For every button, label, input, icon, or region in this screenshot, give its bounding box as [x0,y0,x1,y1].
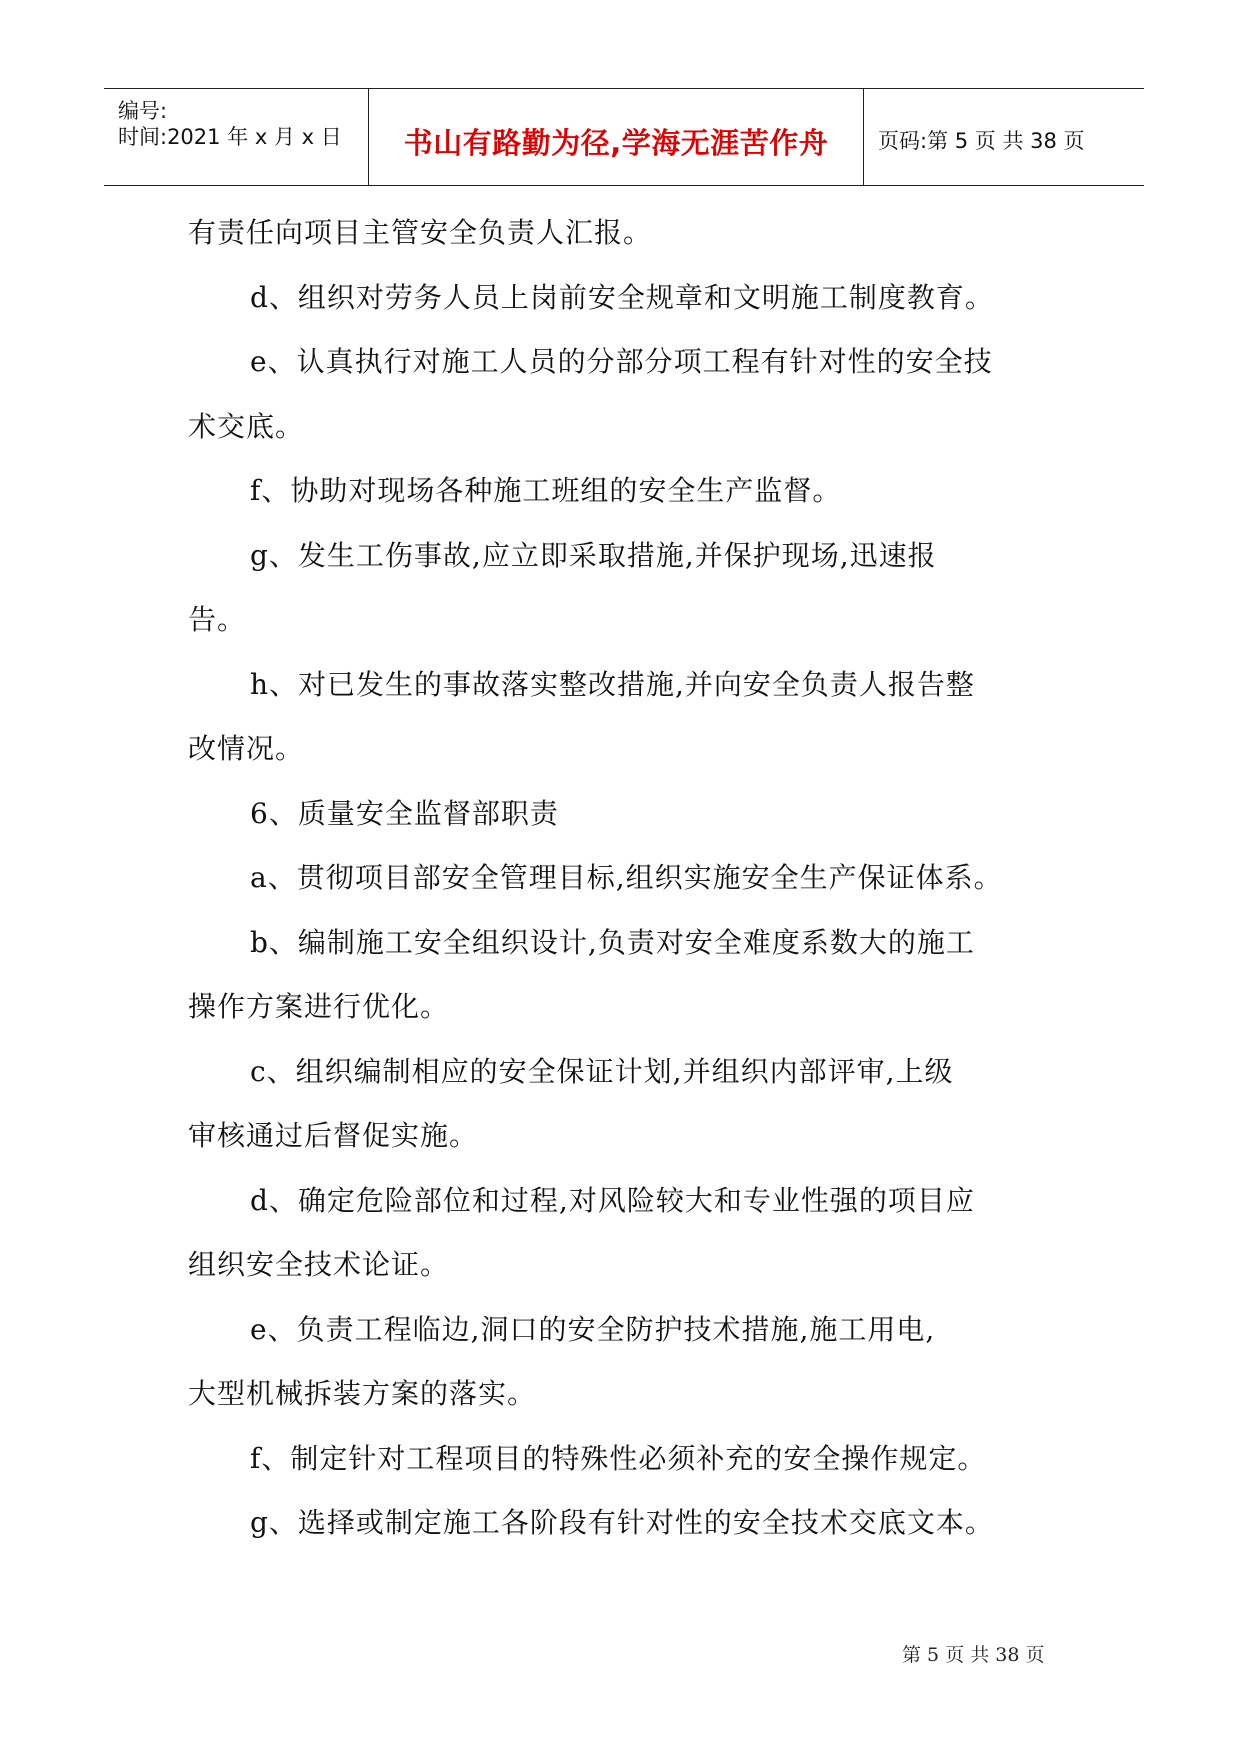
header-page-cell [864,89,1144,185]
body-line: 术交底。 [188,409,305,443]
header-page-label: 页码:第 5 页 共 38 页 [878,129,1085,153]
body-line: 改情况。 [188,732,305,765]
body-line: b、编制施工安全组织设计,负责对安全难度系数大的施工 [250,925,975,959]
body-line: c、组织编制相应的安全保证计划,并组织内部评审,上级 [250,1054,954,1088]
header-meta-cell [104,89,368,185]
body-line: 有责任向项目主管安全负责人汇报。 [188,216,653,249]
body-line: d、确定危险部位和过程,对风险较大和专业性强的项目应 [250,1183,975,1217]
body-line: e、认真执行对施工人员的分部分项工程有针对性的安全技 [250,345,993,378]
body-line: h、对已发生的事故落实整改措施,并向安全负责人报告整 [250,667,975,701]
header-motto: 书山有路勤为径,学海无涯苦作舟 [403,126,829,160]
body-line: g、发生工伤事故,应立即采取措施,并保护现场,迅速报 [250,538,937,572]
body-line: a、贯彻项目部安全管理目标,组织实施安全生产保证体系。 [250,861,1003,894]
body-line: 组织安全技术论证。 [188,1248,450,1281]
section-heading: 6、质量安全监督部职责 [250,796,559,830]
body-line: f、协助对现场各种施工班组的安全生产监督。 [250,474,842,507]
document-time-label: 时间:2021 年 x 月 x 日 [118,125,342,149]
page-header [104,88,1144,186]
body-line: 告。 [188,603,247,636]
document-body [188,215,1068,1570]
body-line: f、制定针对工程项目的特殊性必须补充的安全操作规定。 [250,1441,987,1475]
body-line: e、负责工程临边,洞口的安全防护技术措施,施工用电, [250,1312,936,1346]
body-line: 大型机械拆装方案的落实。 [188,1377,537,1410]
body-line: 操作方案进行优化。 [188,990,450,1023]
document-number-label: 编号: [118,99,168,123]
body-line: d、组织对劳务人员上岗前安全规章和文明施工制度教育。 [250,280,994,314]
header-motto-cell [368,89,864,185]
page-footer-number: 第 5 页 共 38 页 [902,1644,1045,1666]
body-line: g、选择或制定施工各阶段有针对性的安全技术交底文本。 [250,1506,994,1539]
body-line: 审核通过后督促实施。 [188,1119,479,1152]
